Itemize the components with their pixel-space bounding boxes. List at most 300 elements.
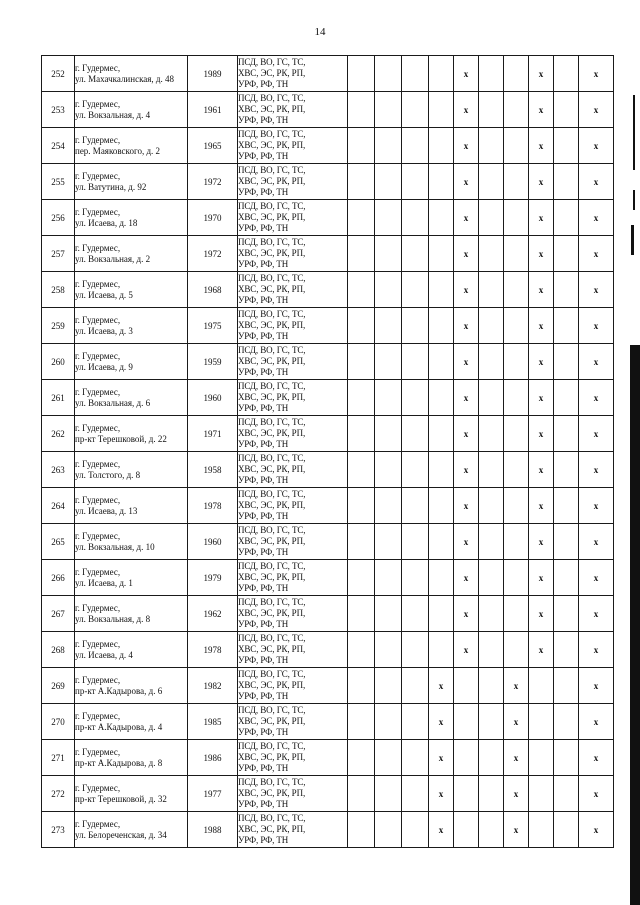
address-street: ул. Исаева, д. 13 (75, 505, 138, 516)
empty-cell (479, 776, 504, 812)
empty-cell (348, 488, 375, 524)
empty-cell (375, 560, 402, 596)
row-number: 256 (42, 200, 75, 236)
empty-cell (375, 668, 402, 704)
services-cell (238, 200, 348, 236)
empty-cell (375, 164, 402, 200)
empty-cell (375, 524, 402, 560)
empty-cell (402, 272, 429, 308)
work-mark: x (579, 668, 614, 704)
row-number: 266 (42, 560, 75, 596)
empty-cell (375, 308, 402, 344)
service-line: ПСД, ВО, ГС, ТС, (238, 633, 306, 643)
empty-cell (429, 272, 454, 308)
service-line: ХВС, ЭС, РК, РП, (238, 356, 306, 366)
work-mark: x (579, 380, 614, 416)
work-mark: x (579, 740, 614, 776)
service-line: ХВС, ЭС, РК, РП, (238, 248, 306, 258)
table-row (42, 704, 614, 740)
scan-edge-bar (630, 345, 640, 905)
work-mark: x (579, 92, 614, 128)
empty-cell (348, 416, 375, 452)
services-cell (238, 452, 348, 488)
row-number: 269 (42, 668, 75, 704)
table-row (42, 128, 614, 164)
work-mark: x (454, 416, 479, 452)
table-row (42, 668, 614, 704)
empty-cell (402, 488, 429, 524)
table-row (42, 236, 614, 272)
address-street: пр-кт А.Кадырова, д. 4 (75, 721, 163, 732)
empty-cell (348, 740, 375, 776)
empty-cell (554, 776, 579, 812)
empty-cell (429, 560, 454, 596)
address-street: ул. Вокзальная, д. 4 (75, 109, 151, 120)
row-number: 263 (42, 452, 75, 488)
address-city: г. Гудермес, (75, 746, 121, 757)
service-line: УРФ, РФ, ТН (238, 475, 289, 485)
address-cell (75, 524, 188, 560)
empty-cell (402, 308, 429, 344)
work-mark: x (529, 488, 554, 524)
empty-cell (479, 668, 504, 704)
empty-cell (554, 272, 579, 308)
row-number: 265 (42, 524, 75, 560)
service-line: УРФ, РФ, ТН (238, 295, 289, 305)
empty-cell (479, 56, 504, 92)
work-mark: x (429, 668, 454, 704)
service-line: ХВС, ЭС, РК, РП, (238, 536, 306, 546)
work-mark: x (579, 128, 614, 164)
services-cell (238, 488, 348, 524)
empty-cell (529, 668, 554, 704)
empty-cell (429, 236, 454, 272)
empty-cell (402, 704, 429, 740)
work-mark: x (429, 740, 454, 776)
address-cell (75, 740, 188, 776)
empty-cell (554, 416, 579, 452)
empty-cell (529, 776, 554, 812)
address-city: г. Гудермес, (75, 278, 121, 289)
service-line: ХВС, ЭС, РК, РП, (238, 572, 306, 582)
build-year: 1958 (188, 452, 238, 488)
empty-cell (375, 128, 402, 164)
empty-cell (429, 164, 454, 200)
address-city: г. Гудермес, (75, 134, 121, 145)
work-mark: x (529, 308, 554, 344)
work-mark: x (454, 92, 479, 128)
service-line: УРФ, РФ, ТН (238, 835, 289, 845)
empty-cell (402, 380, 429, 416)
services-cell (238, 704, 348, 740)
empty-cell (348, 668, 375, 704)
work-mark: x (579, 56, 614, 92)
table-row (42, 272, 614, 308)
empty-cell (348, 272, 375, 308)
work-mark: x (579, 488, 614, 524)
row-number: 254 (42, 128, 75, 164)
build-year: 1978 (188, 632, 238, 668)
empty-cell (554, 380, 579, 416)
empty-cell (348, 92, 375, 128)
table-row (42, 92, 614, 128)
service-line: ПСД, ВО, ГС, ТС, (238, 489, 306, 499)
empty-cell (479, 740, 504, 776)
work-mark: x (579, 272, 614, 308)
service-line: ПСД, ВО, ГС, ТС, (238, 273, 306, 283)
empty-cell (479, 488, 504, 524)
service-line: ХВС, ЭС, РК, РП, (238, 500, 306, 510)
address-cell (75, 668, 188, 704)
work-mark: x (454, 344, 479, 380)
empty-cell (348, 344, 375, 380)
address-cell (75, 380, 188, 416)
work-mark: x (454, 164, 479, 200)
empty-cell (348, 56, 375, 92)
services-cell (238, 740, 348, 776)
work-mark: x (579, 524, 614, 560)
work-mark: x (454, 308, 479, 344)
address-city: г. Гудермес, (75, 62, 121, 73)
work-mark: x (454, 272, 479, 308)
service-line: ХВС, ЭС, РК, РП, (238, 752, 306, 762)
empty-cell (402, 200, 429, 236)
build-year: 1972 (188, 164, 238, 200)
empty-cell (348, 560, 375, 596)
service-line: УРФ, РФ, ТН (238, 79, 289, 89)
services-cell (238, 560, 348, 596)
service-line: УРФ, РФ, ТН (238, 367, 289, 377)
empty-cell (429, 308, 454, 344)
service-line: ХВС, ЭС, РК, РП, (238, 716, 306, 726)
empty-cell (348, 776, 375, 812)
work-mark: x (529, 92, 554, 128)
empty-cell (375, 56, 402, 92)
table-row (42, 776, 614, 812)
empty-cell (375, 596, 402, 632)
empty-cell (402, 812, 429, 848)
empty-cell (479, 128, 504, 164)
address-cell (75, 560, 188, 596)
empty-cell (402, 632, 429, 668)
empty-cell (348, 308, 375, 344)
empty-cell (504, 236, 529, 272)
row-number: 259 (42, 308, 75, 344)
empty-cell (554, 704, 579, 740)
address-street: ул. Вокзальная, д. 2 (75, 253, 151, 264)
build-year: 1977 (188, 776, 238, 812)
service-line: ХВС, ЭС, РК, РП, (238, 140, 306, 150)
service-line: ПСД, ВО, ГС, ТС, (238, 669, 306, 679)
address-street: ул. Толстого, д. 8 (75, 469, 141, 480)
address-cell (75, 56, 188, 92)
service-line: ПСД, ВО, ГС, ТС, (238, 417, 306, 427)
address-cell (75, 236, 188, 272)
build-year: 1986 (188, 740, 238, 776)
empty-cell (429, 56, 454, 92)
empty-cell (479, 812, 504, 848)
empty-cell (454, 668, 479, 704)
work-mark: x (529, 632, 554, 668)
work-mark: x (579, 164, 614, 200)
empty-cell (402, 776, 429, 812)
empty-cell (375, 380, 402, 416)
table-row (42, 344, 614, 380)
empty-cell (429, 128, 454, 164)
address-cell (75, 272, 188, 308)
service-line: ПСД, ВО, ГС, ТС, (238, 561, 306, 571)
empty-cell (429, 596, 454, 632)
address-city: г. Гудермес, (75, 314, 121, 325)
address-street: ул. Исаева, д. 9 (75, 361, 133, 372)
address-street: пр-кт Терешковой, д. 32 (75, 793, 167, 804)
empty-cell (504, 92, 529, 128)
empty-cell (348, 200, 375, 236)
service-line: ПСД, ВО, ГС, ТС, (238, 345, 306, 355)
work-mark: x (454, 56, 479, 92)
work-mark: x (529, 236, 554, 272)
service-line: ХВС, ЭС, РК, РП, (238, 608, 306, 618)
address-street: ул. Вокзальная, д. 10 (75, 541, 155, 552)
empty-cell (479, 92, 504, 128)
build-year: 1965 (188, 128, 238, 164)
table-row (42, 632, 614, 668)
address-street: ул. Махачкалинская, д. 48 (75, 73, 175, 84)
build-year: 1962 (188, 596, 238, 632)
address-cell (75, 596, 188, 632)
address-cell (75, 164, 188, 200)
build-year: 1989 (188, 56, 238, 92)
empty-cell (529, 812, 554, 848)
build-year: 1959 (188, 344, 238, 380)
empty-cell (348, 164, 375, 200)
address-street: ул. Исаева, д. 1 (75, 577, 133, 588)
work-mark: x (529, 272, 554, 308)
address-cell (75, 344, 188, 380)
address-cell (75, 632, 188, 668)
row-number: 252 (42, 56, 75, 92)
empty-cell (402, 668, 429, 704)
empty-cell (348, 380, 375, 416)
empty-cell (402, 164, 429, 200)
empty-cell (429, 380, 454, 416)
address-street: пр-кт Терешковой, д. 22 (75, 433, 167, 444)
address-street: ул. Исаева, д. 18 (75, 217, 138, 228)
empty-cell (429, 92, 454, 128)
empty-cell (375, 200, 402, 236)
work-mark: x (454, 236, 479, 272)
empty-cell (554, 56, 579, 92)
empty-cell (375, 452, 402, 488)
row-number: 258 (42, 272, 75, 308)
empty-cell (554, 812, 579, 848)
service-line: ХВС, ЭС, РК, РП, (238, 68, 306, 78)
service-line: УРФ, РФ, ТН (238, 151, 289, 161)
empty-cell (554, 164, 579, 200)
work-mark: x (454, 632, 479, 668)
work-mark: x (529, 416, 554, 452)
service-line: ПСД, ВО, ГС, ТС, (238, 309, 306, 319)
empty-cell (529, 704, 554, 740)
empty-cell (429, 200, 454, 236)
address-city: г. Гудермес, (75, 206, 121, 217)
address-cell (75, 416, 188, 452)
address-city: г. Гудермес, (75, 674, 121, 685)
empty-cell (348, 704, 375, 740)
services-cell (238, 596, 348, 632)
scan-edge-mark (631, 225, 634, 255)
work-mark: x (504, 812, 529, 848)
work-mark: x (529, 128, 554, 164)
empty-cell (479, 416, 504, 452)
service-line: ХВС, ЭС, РК, РП, (238, 788, 306, 798)
empty-cell (504, 380, 529, 416)
empty-cell (429, 524, 454, 560)
address-city: г. Гудермес, (75, 350, 121, 361)
empty-cell (375, 632, 402, 668)
empty-cell (504, 596, 529, 632)
empty-cell (348, 596, 375, 632)
service-line: ПСД, ВО, ГС, ТС, (238, 165, 306, 175)
table-row (42, 164, 614, 200)
empty-cell (529, 740, 554, 776)
address-city: г. Гудермес, (75, 818, 121, 829)
service-line: ПСД, ВО, ГС, ТС, (238, 93, 306, 103)
empty-cell (402, 236, 429, 272)
service-line: ХВС, ЭС, РК, РП, (238, 428, 306, 438)
service-line: ПСД, ВО, ГС, ТС, (238, 201, 306, 211)
services-cell (238, 92, 348, 128)
empty-cell (375, 92, 402, 128)
work-mark: x (454, 524, 479, 560)
service-line: УРФ, РФ, ТН (238, 547, 289, 557)
service-line: ХВС, ЭС, РК, РП, (238, 824, 306, 834)
work-mark: x (529, 56, 554, 92)
work-mark: x (504, 740, 529, 776)
empty-cell (375, 272, 402, 308)
service-line: ПСД, ВО, ГС, ТС, (238, 129, 306, 139)
empty-cell (429, 632, 454, 668)
empty-cell (554, 236, 579, 272)
address-street: ул. Вокзальная, д. 8 (75, 613, 151, 624)
empty-cell (402, 596, 429, 632)
empty-cell (479, 308, 504, 344)
services-cell (238, 272, 348, 308)
empty-cell (554, 668, 579, 704)
service-line: ПСД, ВО, ГС, ТС, (238, 381, 306, 391)
empty-cell (375, 740, 402, 776)
table-row (42, 596, 614, 632)
service-line: ХВС, ЭС, РК, РП, (238, 176, 306, 186)
services-cell (238, 56, 348, 92)
service-line: ХВС, ЭС, РК, РП, (238, 680, 306, 690)
services-cell (238, 164, 348, 200)
empty-cell (504, 488, 529, 524)
services-cell (238, 524, 348, 560)
row-number: 253 (42, 92, 75, 128)
work-mark: x (454, 452, 479, 488)
address-cell (75, 128, 188, 164)
service-line: УРФ, РФ, ТН (238, 511, 289, 521)
empty-cell (554, 740, 579, 776)
service-line: ХВС, ЭС, РК, РП, (238, 212, 306, 222)
empty-cell (504, 452, 529, 488)
empty-cell (554, 92, 579, 128)
service-line: ХВС, ЭС, РК, РП, (238, 644, 306, 654)
empty-cell (504, 632, 529, 668)
address-street: ул. Ватутина, д. 92 (75, 181, 147, 192)
build-year: 1960 (188, 380, 238, 416)
table-row (42, 740, 614, 776)
empty-cell (479, 632, 504, 668)
work-mark: x (579, 416, 614, 452)
work-mark: x (504, 704, 529, 740)
service-line: УРФ, РФ, ТН (238, 187, 289, 197)
address-city: г. Гудермес, (75, 602, 121, 613)
address-street: ул. Белореченская, д. 34 (75, 829, 167, 840)
address-city: г. Гудермес, (75, 242, 121, 253)
service-line: УРФ, РФ, ТН (238, 727, 289, 737)
service-line: УРФ, РФ, ТН (238, 691, 289, 701)
service-line: УРФ, РФ, ТН (238, 223, 289, 233)
service-line: УРФ, РФ, ТН (238, 655, 289, 665)
service-line: ПСД, ВО, ГС, ТС, (238, 57, 306, 67)
work-mark: x (579, 596, 614, 632)
empty-cell (429, 452, 454, 488)
services-cell (238, 308, 348, 344)
empty-cell (479, 164, 504, 200)
work-mark: x (579, 200, 614, 236)
empty-cell (402, 56, 429, 92)
empty-cell (429, 344, 454, 380)
services-cell (238, 632, 348, 668)
empty-cell (479, 560, 504, 596)
work-mark: x (454, 380, 479, 416)
services-cell (238, 668, 348, 704)
row-number: 260 (42, 344, 75, 380)
build-year: 1968 (188, 272, 238, 308)
registry-body (42, 56, 614, 848)
address-street: ул. Исаева, д. 5 (75, 289, 133, 300)
service-line: УРФ, РФ, ТН (238, 799, 289, 809)
empty-cell (554, 596, 579, 632)
empty-cell (375, 236, 402, 272)
row-number: 257 (42, 236, 75, 272)
empty-cell (402, 92, 429, 128)
row-number: 270 (42, 704, 75, 740)
service-line: ПСД, ВО, ГС, ТС, (238, 813, 306, 823)
empty-cell (375, 812, 402, 848)
table-row (42, 452, 614, 488)
empty-cell (554, 344, 579, 380)
work-mark: x (529, 200, 554, 236)
service-line: УРФ, РФ, ТН (238, 583, 289, 593)
work-mark: x (579, 704, 614, 740)
empty-cell (402, 560, 429, 596)
empty-cell (375, 344, 402, 380)
empty-cell (504, 272, 529, 308)
work-mark: x (529, 344, 554, 380)
empty-cell (402, 344, 429, 380)
service-line: ПСД, ВО, ГС, ТС, (238, 777, 306, 787)
work-mark: x (454, 200, 479, 236)
service-line: УРФ, РФ, ТН (238, 115, 289, 125)
work-mark: x (529, 164, 554, 200)
work-mark: x (529, 452, 554, 488)
work-mark: x (529, 380, 554, 416)
address-cell (75, 308, 188, 344)
service-line: ПСД, ВО, ГС, ТС, (238, 597, 306, 607)
